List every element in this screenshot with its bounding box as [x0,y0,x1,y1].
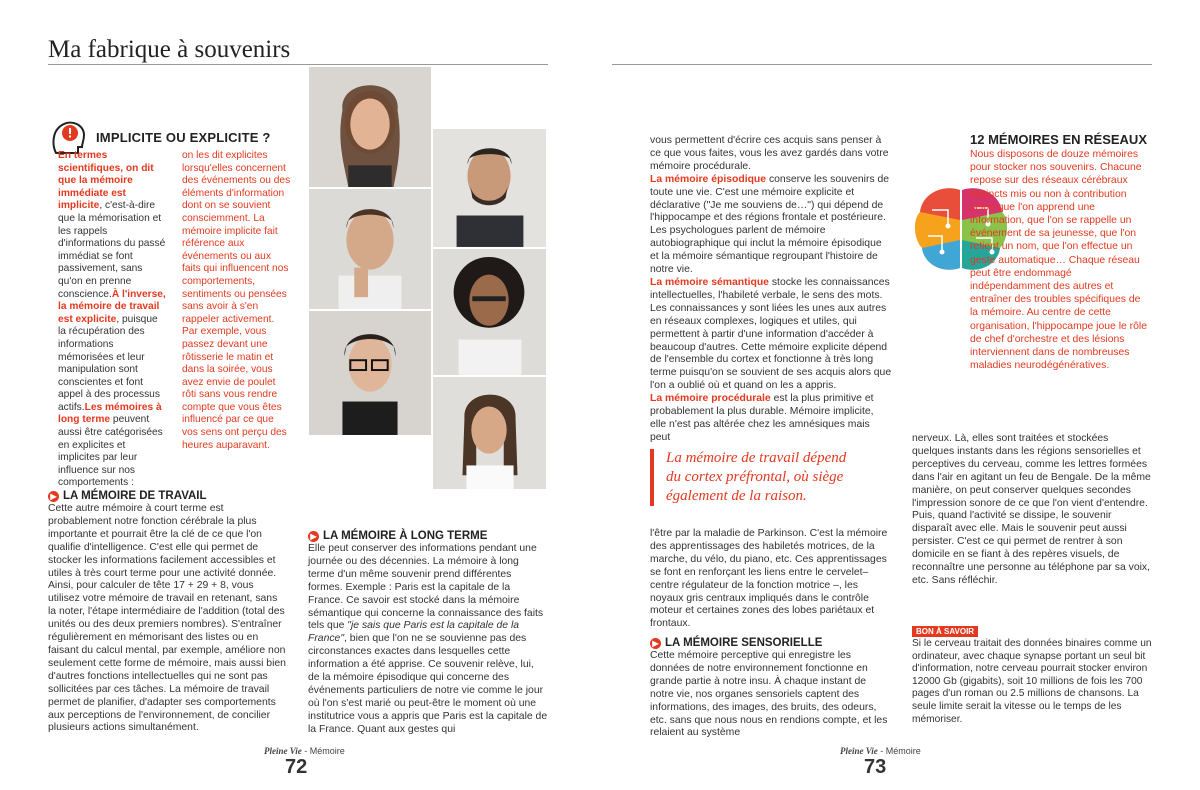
status-badge: BON À SAVOIR [912,626,978,637]
bold-term: La mémoire sémantique [650,276,769,288]
bold-term: La mémoire épisodique [650,173,767,185]
title-rule [612,64,1152,65]
text-run: stocke les connaissances intellectuelles, l'habileté verbale, le sens des mots. Les connaissances y sont liées les unes aux autres en réseaux complexes, logiques et utiles, qui permettent à partir d'une information d'accéder à beaucoup d'autres. Cette mémoire explicite dépend de l'ensemble du cortex et fonctionne à très long terme puisqu'on se souvient de ses acquis alors que l'on a oublié où et quand on les a appris. [650,276,892,392]
heading-memoire-long-terme-label: LA MÉMOIRE À LONG TERME [323,530,488,542]
heading-memoire-long-terme [308,530,487,542]
left-page [0,0,588,790]
folio-brand-name: Pleine Vie [264,746,302,756]
bold-term: En termes scientifiques, on dit que la mémoire immédiate est implicite [58,150,154,212]
folio-brand [840,746,921,756]
text-long-terme-part2: , bien que l'on ne se souvienne pas des circonstances exactes dans lesquelles cette information a été apprise. Ce souvenir relève, lui, de la mémoire épisodique qui concerne des événements particuliers de notre vie comme le jour où l'on s'est marié ou peut-être le moment où une institutrice vous a appris que Paris est la capitale de la France. Quant aux gestes qui [308,633,548,735]
folio-brand-name: Pleine Vie [840,746,878,756]
heading-memoire-travail-label: LA MÉMOIRE DE TRAVAIL [63,490,207,502]
title-rule [48,64,548,65]
heading-memoire-sensorielle [650,637,822,649]
text-long-terme-italic: "je sais que Paris est la capitale de la France" [308,620,520,645]
text-run: peuvent aussi être catégorisées en explicites et implicites par leur influence sur nos comportements : [58,414,163,489]
text-reseaux: Nous disposons de douze mémoires pour stocker nos souvenirs. Chacune repose sur des réseaux cérébraux distincts mis ou non à contribution selon que l'on apprend une information, que l'on se rappelle un événement de sa jeunesse, que l'on retient un nom, que l'on effectue un geste automatique… Chaque réseau peut être endommagé indépendamment des autres et entraîner des troubles spécifiques de la mémoire. Au centre de cette organisation, l'hippocampe joue le rôle de chef d'orchestre et des lésions interviennent dans de nombreuses maladies neurodégénératives. [970,149,1148,372]
arrow-bullet-icon: ▶ [308,531,319,542]
heading-memoire-travail [48,490,207,502]
bold-term: La mémoire procédurale [650,393,771,405]
photo-woman-curly [432,248,547,376]
photo-man-long-hair [432,376,547,490]
reseaux-title: 12 MÉMOIRES EN RÉSEAUX [970,132,1147,147]
text-memoires-types [650,135,892,445]
text-memoire-sensorielle: Cette mémoire perceptive qui enregistre les données de notre environnement fonctionne en grande partie à notre insu. À chaque instant de notre vie, nos organes sensoriels captent des informations, des images, des bruits, des odeurs, etc. sans que nous nous en rendions compte, et les relaient au système [650,650,888,739]
page-number: 73 [864,756,887,778]
text-memoire-long-terme [308,543,548,737]
text-bon-a-savoir: Si le cerveau traitait des données binaires comme un ordinateur, avec chaque synapse portant un seul bit d'information, notre cerveau pourrait stocker environ 12000 Gb (gigabits), soit 10 millions de fois les 700 pages d'un roman ou 2.5 millions de chansons. La seule limite serait la vitesse ou le temps de les mémoriser. [912,638,1152,725]
section-title: Ma fabrique à souvenirs [48,36,291,63]
text-run: conserve les souvenirs de toute une vie. C'est une mémoire explicite et déclarative ("Je me souviens de…") qui dépend de l'hippocampe et des régions frontale et postérieure. Les psychologues parlent de mémoire autobiographique qui inclut la mémoire épisodique et la mémoire sémantique regroupant l'histoire de notre vie. [650,173,890,276]
text-run: est la plus primitive et probablement la plus durable. Mémoire implicite, elle n'est pas altérée chez les amnésiques mais peut [650,393,874,443]
gutter [588,0,612,790]
photo-man-smiling [308,188,432,310]
text-parkinson: l'être par la maladie de Parkinson. C'est la mémoire des apprentissages des habiletés motrices, de la marche, du vélo, du piano, etc. Ces apprentissages se font en renforçant les liens entre le cervelet– centre régulateur de la fonction motrice –, les noyaux gris centraux impliqués dans le contrôle moteur et certaines zones des lobes pariétaux et frontaux. [650,528,888,630]
text-run: , c'est-à-dire que la mémorisation et les rappels d'informations du passé immédiat se font passivement, sans qu'on en prenne conscience. [58,200,166,300]
arrow-bullet-icon: ▶ [48,491,59,502]
text-memoire-travail: Cette autre mémoire à court terme est probablement notre fonction cérébrale la plus importante et pourrait être la clé de ce que l'on qualifie d'intelligence. C'est elle qui permet de stocker les informations facilement accessibles et utiles à très court terme pour une activité donnée. Ainsi, pour calculer de tête 17 + 29 + 8, vous utilisez votre mémoire de travail en retenant, sans la noter, l'étape intermédiaire de l'addition (total des unités ou des deux premiers nombres). S'entraîner régulièrement en mémorisant des listes ou en faisant du calcul mental, par exemple, améliore non seulement cette forme de mémoire, mais aussi bien d'autres fonctions intellectuelles qui ne sont pas sollicitées par ces tâches. La mémoire de travail permet de planifier, d'adapter ses comportements aux perceptions de l'environnement, de concilier plusieurs actions simultanément. [48,503,286,734]
page-number: 72 [285,756,308,778]
box-column-1 [58,150,166,490]
folio-section: - Mémoire [877,746,921,756]
bold-term: Les mémoires à long terme [58,401,162,426]
text-run: , puisque la récupération des informations mémorisées et leur manipulation sont conscientes et font appel à des processus actifs. [58,313,160,413]
right-page [612,0,1200,790]
bold-term: À l'inverse, la mémoire de travail est explicite [58,288,166,325]
text-sensorielle-suite: nerveux. Là, elles sont traitées et stockées quelques instants dans les régions sensorielles et perceptives du cerveau, comme les lettres formées dans l'air en agitant un feu de Bengale. De la même manière, on peut conserver quelques secondes l'impression sonore de ce que l'on vient d'entendre. Puis, quand l'activité se dissipe, le souvenir disparaît avec elle. Mais le souvenir peut aussi persister. C'est ce qui permet de rentrer à son domicile en se fiant à des repères visuels, de reconnaître une personne au téléphone par sa voix, etc. Sans réfléchir. [912,433,1151,586]
pull-quote: La mémoire de travail dépend du cortex préfrontal, où siège également de la raison. [650,449,860,506]
box-column-2: on les dit explicites lorsqu'elles concernent des événements ou des éléments d'information dont on se souvient consciemment. La mémoire implicite fait référence aux événements ou aux faits qui influencent nos comportements, sentiments ou pensées sans avoir à s'en rappeler activement. Par exemple, vous passez devant une rôtisserie le matin et dans la soirée, vous avez envie de poulet rôti sans vous rendre compte que vous êtes influencé par ce que vos sens ont perçu des heures auparavant. [182,150,291,451]
text-run: vous permettent d'écrire ces acquis sans penser à ce que vous faites, vous les avez gardés dans votre mémoire procédurale. [650,135,889,172]
arrow-bullet-icon: ▶ [650,638,661,649]
photo-woman-pensive [308,66,432,188]
heading-memoire-sensorielle-label: LA MÉMOIRE SENSORIELLE [665,637,823,649]
text-long-terme-part1: Elle peut conserver des informations pendant une journée ou des décennies. La mémoire à long terme d'un même souvenir prend différentes formes. Exemple : Paris est la capitale de la France. Ce savoir est stocké dans la mémoire sémantique qui concerne la connaissance des faits tels que [308,543,544,632]
folio-section: - Mémoire [301,746,345,756]
photo-woman-glasses [308,310,432,436]
box-title: IMPLICITE OU EXPLICITE ? [96,130,271,145]
folio-brand [264,746,345,756]
photo-man-beard [432,128,547,248]
